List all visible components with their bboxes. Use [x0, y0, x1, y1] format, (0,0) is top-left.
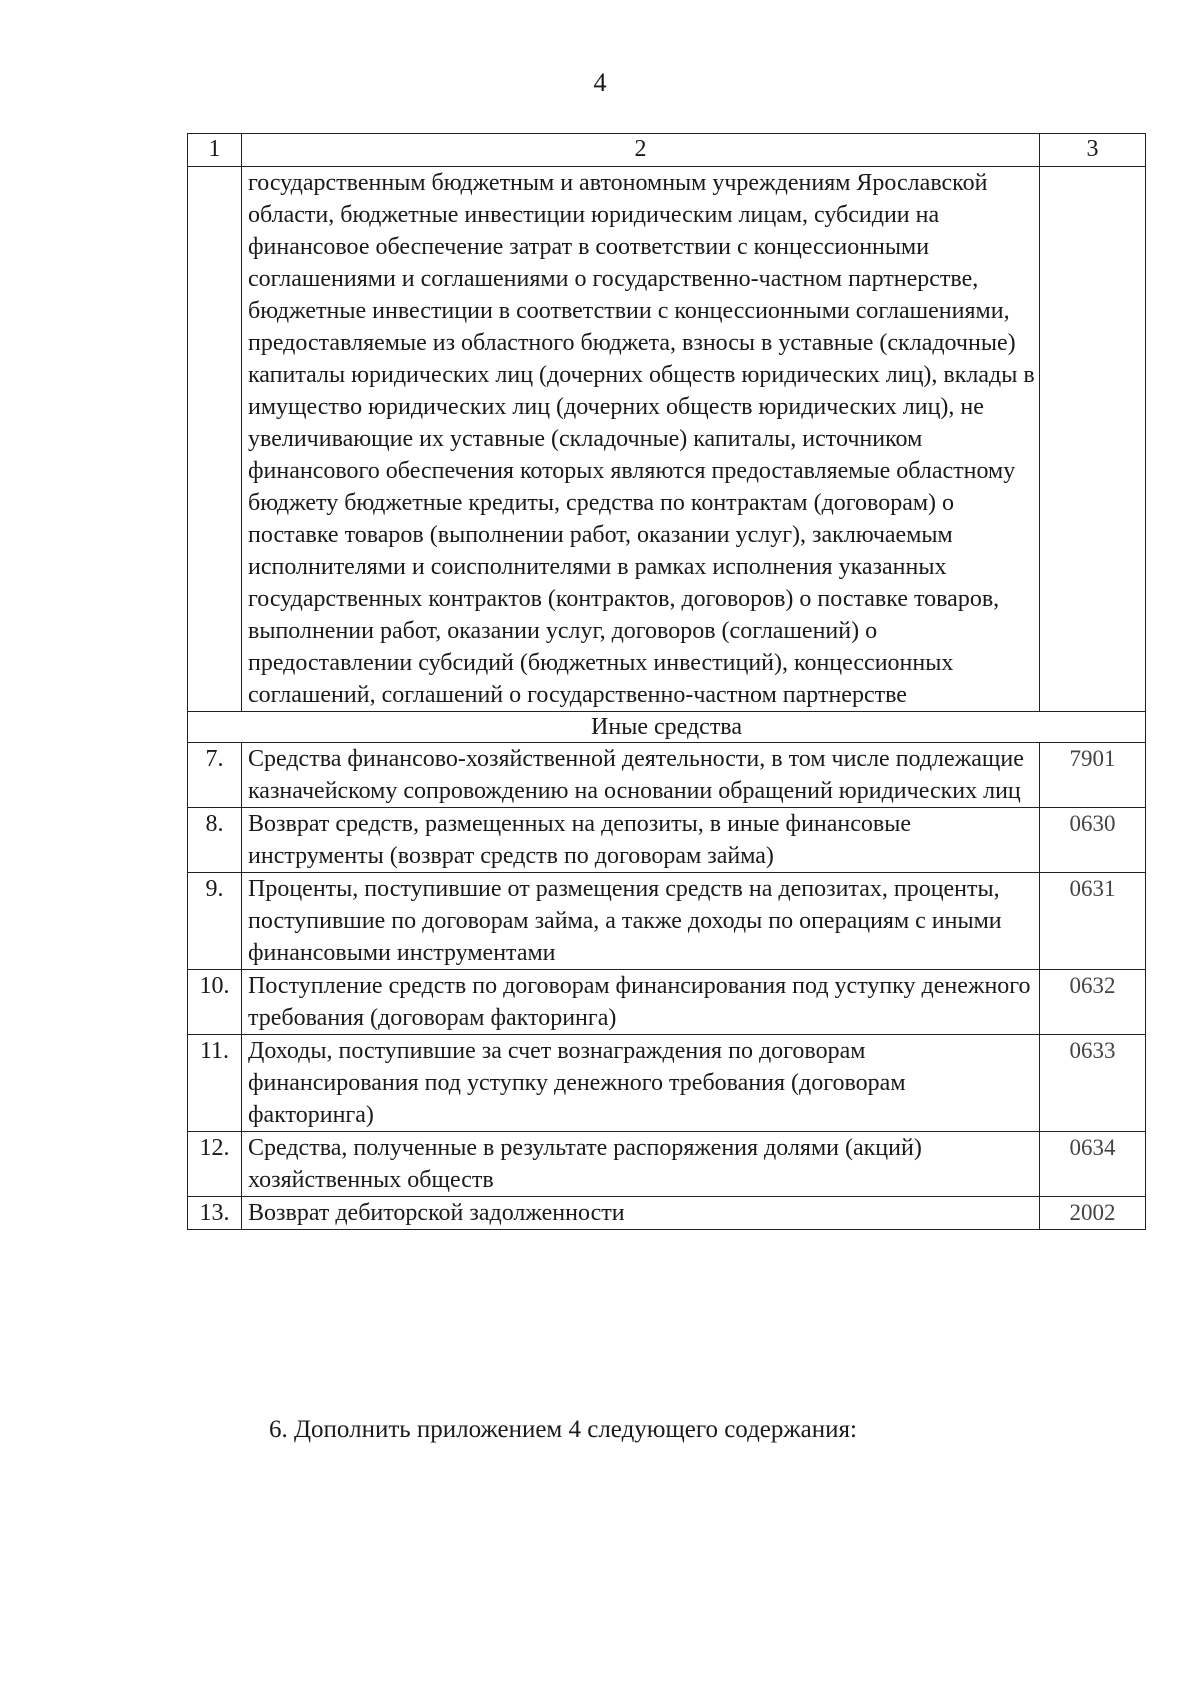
- row-code: 0631: [1069, 876, 1116, 901]
- row-number: 7.: [188, 743, 242, 808]
- table-row: [188, 873, 1146, 970]
- section-row: [188, 712, 1146, 743]
- column-header-3: 3: [1040, 134, 1146, 167]
- row-code-cell: [1040, 1035, 1146, 1132]
- table-row: [188, 1197, 1146, 1230]
- table-row: [188, 1132, 1146, 1197]
- row-code: 0633: [1069, 1038, 1116, 1063]
- section-title: Иные средства: [188, 712, 1146, 743]
- row-code: 0630: [1069, 811, 1116, 836]
- row-number: 12.: [188, 1132, 242, 1197]
- table-row: [188, 743, 1146, 808]
- row-description: Доходы, поступившие за счет вознаграждения по договорам финансирования под уступку денежного требования (договорам факторинга): [242, 1035, 1040, 1132]
- row-number: 13.: [188, 1197, 242, 1230]
- table-row: [188, 970, 1146, 1035]
- closing-paragraph: 6. Дополнить приложением 4 следующего содержания:: [269, 1416, 857, 1443]
- row-number: 8.: [188, 808, 242, 873]
- row-description: Возврат средств, размещенных на депозиты, в иные финансовые инструменты (возврат средств по договорам займа): [242, 808, 1040, 873]
- continuation-code-cell: [1040, 167, 1146, 712]
- row-description: Средства финансово-хозяйственной деятельности, в том числе подлежащие казначейскому сопровождению на основании обращений юридических лиц: [242, 743, 1040, 808]
- row-number: 9.: [188, 873, 242, 970]
- continuation-num-cell: [188, 167, 242, 712]
- row-code: 2002: [1069, 1200, 1116, 1225]
- continuation-row: [188, 167, 1146, 712]
- row-code: 0632: [1069, 973, 1116, 998]
- table-header-row: [188, 134, 1146, 167]
- row-description: Поступление средств по договорам финансирования под уступку денежного требования (договорам факторинга): [242, 970, 1040, 1035]
- row-description: Возврат дебиторской задолженности: [242, 1197, 1040, 1230]
- table-row: [188, 808, 1146, 873]
- column-header-2: 2: [242, 134, 1040, 167]
- row-code-cell: [1040, 743, 1146, 808]
- row-code-cell: [1040, 1197, 1146, 1230]
- row-code-cell: [1040, 873, 1146, 970]
- row-code: 0634: [1069, 1135, 1116, 1160]
- page-number: 4: [593, 68, 607, 97]
- income-codes-table: [187, 133, 1146, 1230]
- row-description: Средства, полученные в результате распоряжения долями (акций) хозяйственных обществ: [242, 1132, 1040, 1197]
- row-code-cell: [1040, 970, 1146, 1035]
- column-header-1: 1: [188, 134, 242, 167]
- row-code: 7901: [1069, 746, 1116, 771]
- row-number: 10.: [188, 970, 242, 1035]
- row-code-cell: [1040, 1132, 1146, 1197]
- row-description: Проценты, поступившие от размещения средств на депозитах, проценты, поступившие по договорам займа, а также доходы по операциям с иными финансовыми инструментами: [242, 873, 1040, 970]
- continuation-text: государственным бюджетным и автономным учреждениям Ярославской области, бюджетные инвестиции юридическим лицам, субсидии на финансовое обеспечение затрат в соответствии с концессионными соглашениями и соглашениями о государственно-частном партнерстве, бюджетные инвестиции в соответствии с концессионными соглашениями, предоставляемые из областного бюджета, взносы в уставные (складочные) капиталы юридических лиц (дочерних обществ юридических лиц), вклады в имущество юридических лиц (дочерних обществ юридических лиц), не увеличивающие их уставные (складочные) капиталы, источником финансового обеспечения которых являются предоставляемые областному бюджету бюджетные кредиты, средства по контрактам (договорам) о поставке товаров (выполнении работ, оказании услуг), заключаемым исполнителями и соисполнителями в рамках исполнения указанных государственных контрактов (контрактов, договоров) о поставке товаров, выполнении работ, оказании услуг, договоров (соглашений) о предоставлении субсидий (бюджетных инвестиций), концессионных соглашений, соглашений о государственно-частном партнерстве: [242, 167, 1040, 712]
- row-code-cell: [1040, 808, 1146, 873]
- table-row: [188, 1035, 1146, 1132]
- row-number: 11.: [188, 1035, 242, 1132]
